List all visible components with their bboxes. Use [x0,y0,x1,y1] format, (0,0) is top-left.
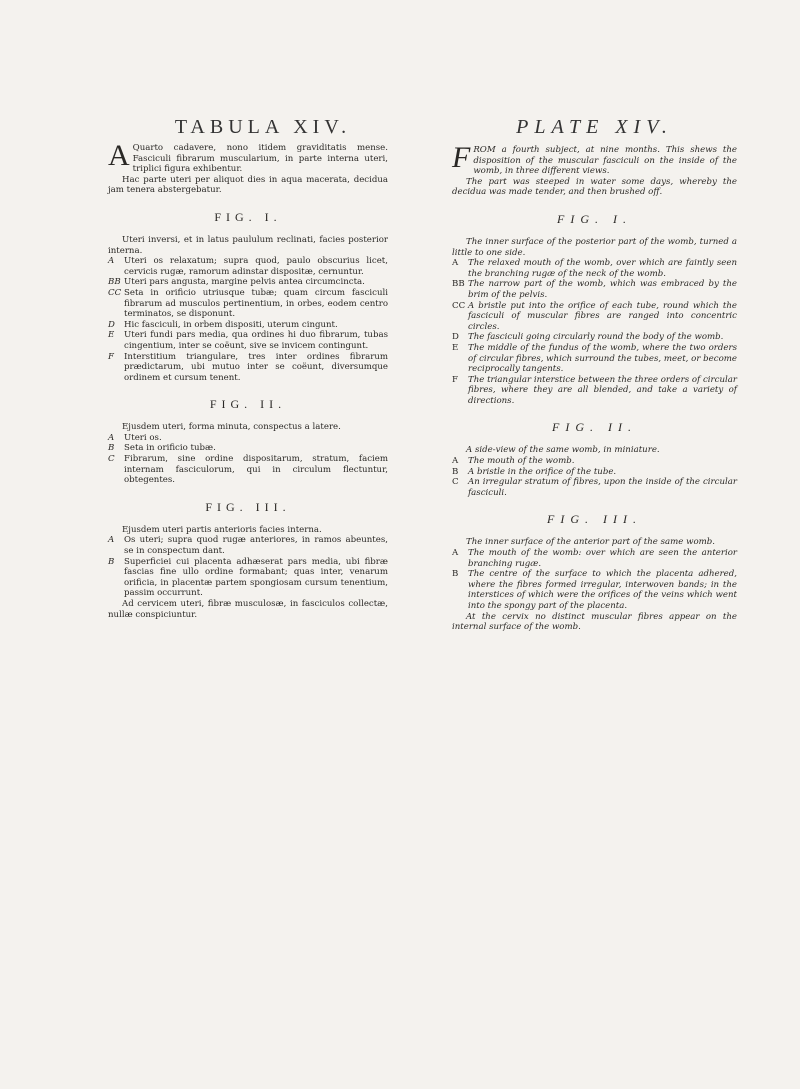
english-column [452,116,737,633]
list-item [108,288,388,320]
english-fig2-lead: A side-view of the same womb, in miniature. [466,445,660,456]
list-item [452,456,737,467]
item-key: D [108,319,115,330]
list-item [108,330,388,351]
item-text: A bristle put into the orifice of each tube, round which the fasciculi of muscular fibres are ranged into concentric circles. [468,300,737,332]
english-fig1-lead: The inner surface of the posterior part of the womb, turned a little to one side. [452,236,737,258]
item-key: A [452,548,459,559]
item-text: Seta in orificio tubæ. [124,443,216,454]
english-intro-text: ROM a fourth subject, at nine months. This shews the disposition of the muscular fasciculi on the inside of the womb, in three different views. [473,145,737,177]
item-text: Fibrarum, sine ordine dispositarum, stratum, faciem internam fasciculorum, qui in circulum flectuntur, obtegentes. [124,454,388,486]
item-text: Superficiei cui placenta adhæserat pars media, ubi fibræ fascias fine ullo ordine formabant; quas inter, venarum orificia, in placentæ partem spongiosam cursum tenentium, passim occurrunt. [124,556,388,599]
latin-intro-2: Hac parte uteri per aliquot dies in aqua macerata, decidua jam tenera abstergebatur. [108,174,388,196]
list-item [452,467,737,478]
list-item [108,443,388,454]
english-fig3-closing: At the cervix no distinct muscular fibres appear on the internal surface of the womb. [452,611,737,633]
latin-fig2-heading: FIG. II. [209,397,287,412]
item-text: Uteri os. [124,432,162,443]
item-text: The mouth of the womb: over which are seen the anterior branching rugæ. [468,548,737,569]
list-item [452,258,737,279]
list-item [452,375,737,407]
item-text: Interstitium triangulare, tres inter ordines fibrarum prædictarum, ubi mutuo inter se coëunt, diversumque ordinem et cursum tenent. [124,351,388,383]
list-item [108,557,388,599]
english-fig3-lead: The inner surface of the anterior part of the same womb. [466,537,715,548]
latin-fig2-lead: Ejusdem uteri, forma minuta, conspectus a latere. [122,422,341,433]
item-key: CC [452,300,466,311]
item-text: The middle of the fundus of the womb, where the two orders of circular fibres, which surround the tubes, meet, or become reciprocally tangents. [468,342,737,375]
english-intro [452,141,737,177]
item-key: E [108,330,115,341]
latin-fig3-lead: Ejusdem uteri partis anterioris facies interna. [122,524,322,535]
list-item [452,569,737,611]
english-fig1-heading: FIG. I. [557,211,632,226]
latin-fig3-list [108,535,388,599]
item-text: A bristle in the orifice of the tube. [468,466,617,477]
latin-fig3-closing: Ad cervicem uteri, fibræ musculosæ, in fasciculos collectæ, nullæ conspiciuntur. [108,599,388,620]
latin-fig1-list [108,256,388,383]
item-key: A [108,256,115,267]
english-intro-2: The part was steeped in water some days, whereby the decidua was made tender, and then brushed off. [452,176,737,198]
item-text: Seta in orificio utriusque tubæ; quam circum fasciculi fibrarum ad musculos pertinentium, in orbes, eodem centro terminatos, se disponunt. [124,287,388,320]
list-item [452,279,737,300]
list-item [452,548,737,569]
list-item [108,352,388,384]
item-key: F [108,351,114,362]
latin-fig1-heading: FIG. I. [214,209,282,224]
latin-intro [108,139,388,175]
item-key: CC [108,287,122,298]
latin-fig2-list [108,433,388,486]
latin-title: TABULA XIV. [174,116,352,138]
list-item [452,332,737,343]
english-fig2-heading: FIG. II. [552,420,637,435]
item-key: BB [108,277,121,288]
list-item [108,433,388,444]
latin-fig3-heading: FIG. III. [205,499,291,514]
list-item [108,277,388,288]
item-key: BB [452,279,465,290]
item-key: B [108,556,115,567]
item-text: The relaxed mouth of the womb, over which are faintly seen the branching rugæ of the neck of the womb. [468,258,737,279]
item-key: C [108,454,115,465]
english-title: PLATE XIV. [516,116,673,138]
item-key: A [452,258,459,269]
item-key: A [108,432,115,443]
latin-fig1-lead: Uteri inversi, et in latus paululum reclinati, facies posterior interna. [108,234,388,256]
item-key: B [108,443,115,454]
latin-intro-text: Quarto cadavere, nono itidem graviditatis mense. Fasciculi fibrarum muscularium, in parte interna uteri, triplici figura exhibentur. [132,143,388,175]
list-item [108,256,388,277]
latin-column [108,116,388,620]
item-text: The triangular interstice between the three orders of circular fibres, where they are all blended, and take a variety of directions. [468,374,737,406]
item-text: The narrow part of the womb, which was embraced by the brim of the pelvis. [468,279,737,300]
list-item [452,477,737,498]
item-text: Uteri os relaxatum; supra quod, paulo obscurius licet, cervicis rugæ, ramorum adinstar dispositæ, cernuntur. [124,256,388,277]
list-item [108,535,388,556]
item-key: F [452,374,458,385]
item-text: The centre of the surface to which the placenta adhered, where the fibres formed irregular, interwoven bands; in the interstices of which were the orifices of the veins which went into the spongy part of the placenta. [468,569,737,611]
item-key: C [452,477,459,488]
item-key: E [452,342,459,353]
english-fig3-heading: FIG. III. [547,512,642,527]
item-text: Uteri pars angusta, margine pelvis antea circumcincta. [124,277,365,288]
item-key: B [452,569,459,580]
item-text: An irregular stratum of fibres, upon the inside of the circular fasciculi. [468,477,737,498]
item-text: The mouth of the womb. [468,456,575,467]
item-key: D [452,332,459,343]
item-text: Os uteri; supra quod rugæ anteriores, in ramos abeuntes, se in conspectum dant. [124,535,388,557]
item-key: A [108,535,115,546]
list-item [108,454,388,486]
item-key: B [452,466,459,477]
latin-dropcap: A [108,139,130,172]
item-text: Uteri fundi pars media, qua ordines hi duo fibrarum, tubas cingentium, inter se coëunt, sive se invicem contingunt. [124,330,388,351]
item-key: A [452,456,459,467]
english-fig2-list [452,456,737,498]
item-text: The fasciculi going circularly round the body of the womb. [468,332,724,343]
english-fig1-list [452,258,737,406]
english-fig3-list [452,548,737,612]
english-dropcap: F [452,141,471,174]
list-item [108,320,388,331]
list-item [452,301,737,333]
item-text: Hic fasciculi, in orbem dispositi, uterum cingunt. [124,319,338,330]
list-item [452,343,737,375]
